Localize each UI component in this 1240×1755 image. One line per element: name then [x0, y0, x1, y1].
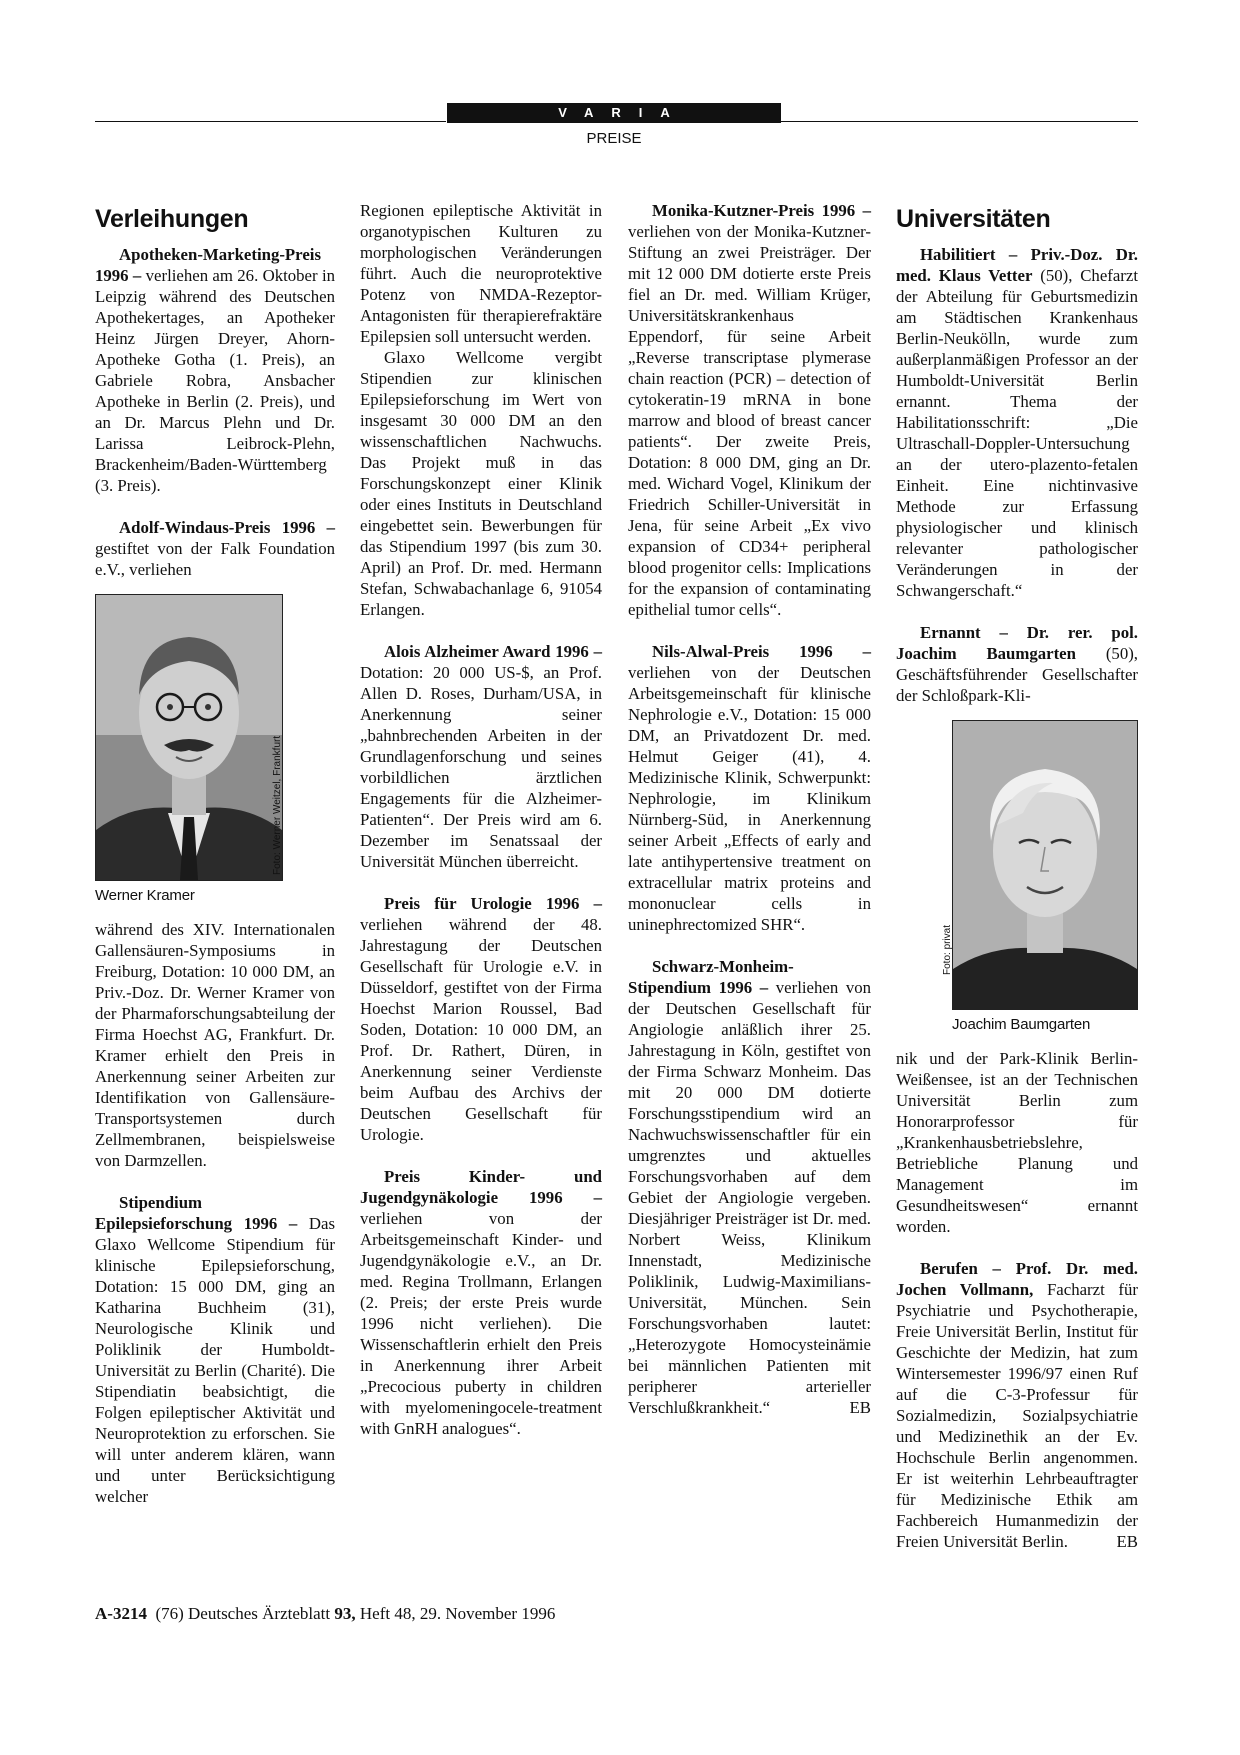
page-number: A-3214	[95, 1604, 147, 1623]
portrait-image	[953, 721, 1137, 1009]
article-alzheimer-award	[360, 641, 602, 872]
article-heading: Apotheken-Marketing-Preis 1996 –	[95, 245, 321, 285]
column-2	[360, 200, 602, 1439]
photo-caption: Joachim Baumgarten	[952, 1016, 1091, 1033]
article-text-continued: während des XIV. Internationalen Gallensäuren-Symposiums in Freiburg, Dotation: 10 000 DM, an Priv.-Doz. Dr. Werner Kramer von der Pharmaforschungsabteilung der Firma Hoechst AG, Frankfurt. Dr. Kramer erhielt den Preis in Anerkennung seiner Arbeiten zur Identifikation von Gallensäure-Transportsystemen durch Zellmembranen, beispielsweise von Darmzellen.	[95, 920, 335, 1170]
article-heading: Schwarz-Monheim-Stipendium 1996 –	[628, 957, 794, 997]
article-text: (50), Geschäftsführender Gesellschafter der Schloßpark-Kli-	[896, 644, 1138, 705]
article-text: verliehen von der Deutschen Arbeitsgemeinschaft für klinische Nephrologie e.V., Dotation: 15 000 DM, an Privatdozent Dr. med. Helmut Geiger (41), 4. Medizinische Klinik, Schwerpunkt: Nephrologie, im Klinikum Nürnberg-Süd, in Anerkennung seiner Arbeit „Effects of early and late antihypertensive treatment on extracellular matrix proteins and mononuclear cells in uninephrectomized SHR“.	[628, 663, 871, 934]
photo-credit: Foto: privat	[942, 924, 953, 975]
photo-werner-kramer	[95, 594, 283, 881]
article-heading: Preis für Urologie 1996 –	[384, 894, 602, 913]
article-monika-kutzner	[628, 200, 871, 620]
column-1	[95, 200, 335, 1507]
article-text: Facharzt für Psychiatrie und Psychotherapie, Freie Universität Berlin, Institut für Geschichte der Medizin, hat zum Wintersemester 1996/97 einen Ruf auf die C-3-Professur für Sozialmedizin, Sozialpsychiatrie und Medizinethik an der Ev. Hochschule Berlin angenommen. Er ist weiterhin Lehrbeauftragter für Medizinische Ethik am Fachbereich Humanmedizin der Freien Universität Berlin.	[896, 1280, 1138, 1551]
subsection-label: PREISE	[586, 130, 642, 147]
article-preis-urologie	[360, 893, 602, 1145]
article-heading: Stipendium Epilepsieforschung 1996 –	[95, 1193, 298, 1233]
article-heading: Monika-Kutzner-Preis 1996 –	[652, 201, 871, 220]
article-text: verliehen von der Monika-Kutzner-Stiftung an zwei Preisträger. Der mit 12 000 DM dotierte erste Preis fiel an Dr. med. William Krüger, Universitätskrankenhaus Eppendorf, für seine Arbeit „Reverse transcriptase plymerase chain reaction (PCR) – detection of cytokeratin-19 mRNA in bone marrow and blood of breast cancer patients“. Der zweite Preis, Dotation: 8 000 DM, ging an Dr. med. Wichard Vogel, Klinikum der Friedrich Schiller-Universität in Jena, für seine Arbeit „Ex vivo expansion of CD34+ peripheral blood progenitor cells: Implications for the expansion of contaminating epithelial tumor cells“.	[628, 222, 871, 619]
article-heading: Preis Kinder- und Jugendgynäkologie 1996 –	[360, 1167, 602, 1207]
article-text: verliehen am 26. Oktober in Leipzig während des Deutschen Apothekertages, an Apotheker Heinz Jürgen Dreyer, Ahorn-Apotheke Gotha (1. Preis), an Gabriele Robra, Ansbacher Apotheke in Berlin (2. Preis), und an Dr. Marcus Plehn und Dr. Larissa Leibrock-Plehn, Brackenheim/Baden-Württemberg (3. Preis).	[95, 266, 335, 495]
article-berufen	[896, 1258, 1138, 1552]
article-text: (50), Chefarzt der Abteilung für Geburtsmedizin am Städtischen Krankenhaus Berlin-Neukölln, wurde zum außerplanmäßigen Professor an der Humboldt-Universität Berlin ernannt. Thema der Habilitationsschrift: „Die Ultraschall-Doppler-Untersuchung an der utero-plazento-fetalen Einheit. Eine nichtinvasive Methode zur Erfassung physiologischer und klinisch relevanter pathologischer Veränderungen in der Schwangerschaft.“	[896, 266, 1138, 600]
section-label: VARIA	[447, 103, 781, 123]
article-heading: Berufen – Prof. Dr. med. Jochen Vollmann,	[896, 1259, 1138, 1299]
article-heading: Alois Alzheimer Award 1996 –	[384, 642, 602, 661]
article-apotheken-marketing	[95, 244, 335, 496]
portrait-image	[96, 595, 282, 880]
header-rule-left	[95, 121, 446, 122]
article-heading: Habilitiert – Priv.-Doz. Dr. med. Klaus Vetter	[896, 245, 1138, 285]
section-title-verleihungen: Verleihungen	[95, 205, 249, 233]
article-habilitiert	[896, 244, 1138, 601]
article-heading: Ernannt – Dr. rer. pol. Joachim Baumgarten	[896, 623, 1138, 663]
article-text-continued: Regionen epileptische Aktivität in organotypischen Kulturen zu morphologischen Veränderungen führt. Auch die neuroprotektive Potenz von NMDA-Rezeptor-Antagonisten für therapierefraktäre Epilepsien soll untersucht werden.	[360, 201, 602, 346]
article-text-continued: nik und der Park-Klinik Berlin-Weißensee, ist an der Technischen Universität Berlin zum Honorarprofessor für „Krankenhausbetriebslehre, Betriebliche Planung und Management im Gesundheitswesen“ ernannt worden.	[896, 1049, 1138, 1236]
article-schwarz-monheim	[628, 956, 871, 1418]
photo-credit: Foto: Werner Weitzel, Frankfurt	[272, 735, 283, 875]
column-4	[896, 200, 1138, 1552]
footer-text: Heft 48, 29. November 1996	[355, 1604, 556, 1623]
article-text: verliehen von der Arbeitsgemeinschaft Kinder- und Jugendgynäkologie e.V., an Dr. med. Regina Trollmann, Erlangen (2. Preis; der erste Preis wurde 1996 nicht verliehen). Die Wissenschaftlerin erhielt den Preis in Anerkennung ihrer Arbeit „Precocious puberty in children with myelomeningocele-treatment with GnRH analogues“.	[360, 1209, 602, 1438]
article-ernannt	[896, 622, 1138, 706]
article-heading: Adolf-Windaus-Preis 1996 –	[119, 518, 335, 537]
photo-joachim-baumgarten	[942, 720, 1138, 1010]
article-adolf-windaus	[95, 517, 335, 580]
footer-text: (76) Deutsches Ärzteblatt	[146, 1604, 335, 1623]
section-title-universitaeten: Universitäten	[896, 205, 1051, 233]
author-sign: EB	[849, 1398, 871, 1417]
article-text: verliehen während der 48. Jahrestagung der Deutschen Gesellschaft für Urologie e.V. in Düsseldorf, gestiftet von der Firma Hoechst Marion Roussel, Bad Soden, Dotation: 10 000 DM, an Prof. Dr. Rathert, Düren, in Anerkennung seiner Verdienste beim Aufbau des Archivs der Deutschen Gesellschaft für Urologie.	[360, 915, 602, 1144]
header-rule-right	[781, 121, 1138, 122]
footer-volume: 93,	[334, 1604, 356, 1623]
page-footer	[95, 1604, 555, 1624]
article-text: gestiftet von der Falk Foundation e.V., verliehen	[95, 539, 335, 579]
article-text: Das Glaxo Wellcome Stipendium für klinische Epilepsieforschung, Dotation: 15 000 DM, ging an Katharina Buchheim (31), Neurologische Klinik und Poliklinik der Humboldt-Universität zu Berlin (Charité). Die Stipendiatin beabsichtigt, die Folgen epileptischer Aktivität und Neuroprotektion zu erforschen. Sie will unter anderem klären, wann und unter Berücksichtigung welcher	[95, 1214, 336, 1506]
column-3	[628, 200, 871, 1418]
author-sign: EB	[1116, 1532, 1138, 1551]
article-text: Dotation: 20 000 US-$, an Prof. Allen D. Roses, Durham/USA, in Anerkennung seiner „bahnbrechenden Arbeiten in der Grundlagenforschung und seines vorbildlichen ärztlichen Engagements für die Alzheimer-Patienten“. Der Preis wird am 6. Dezember im Senatssaal der Universität München überreicht.	[360, 663, 602, 871]
article-heading: Nils-Alwal-Preis 1996 –	[652, 642, 871, 661]
article-text: Glaxo Wellcome vergibt Stipendien zur klinischen Epilepsieforschung im Wert von insgesamt 30 000 DM an den wissenschaftlichen Nachwuchs. Das Projekt muß in das Forschungskonzept einer Klinik oder eines Instituts in Deutschland eingebettet sein. Bewerbungen für das Stipendium 1997 (bis zum 30. April) an Prof. Dr. med. Hermann Stefan, Schwabachanlage 6, 91054 Erlangen.	[360, 348, 602, 619]
article-text: verliehen von der Deutschen Gesellschaft für Angiologie anläßlich ihrer 25. Jahrestagung in Köln, gestiftet von der Firma Schwarz Monheim. Das mit 20 000 DM dotierte Forschungsstipendium wird an Nachwuchswissenschaftler für ein umgrenztes und aktuelles Forschungsvorhaben auf dem Gebiet der Angiologie vergeben. Diesjähriger Preisträger ist Dr. med. Norbert Weiss, Klinikum Innenstadt, Medizinische Poliklinik, Ludwig-Maximilians-Universität, München. Sein Forschungsvorhaben lautet: „Heterozygote Homocysteinämie bei männlichen Patienten mit peripherer arterieller Verschlußkrankheit.“	[628, 978, 871, 1417]
article-preis-jugendgynaekologie	[360, 1166, 602, 1439]
article-stipendium-epilepsie	[95, 1192, 335, 1507]
article-nils-alwal	[628, 641, 871, 935]
photo-caption: Werner Kramer	[95, 887, 195, 904]
